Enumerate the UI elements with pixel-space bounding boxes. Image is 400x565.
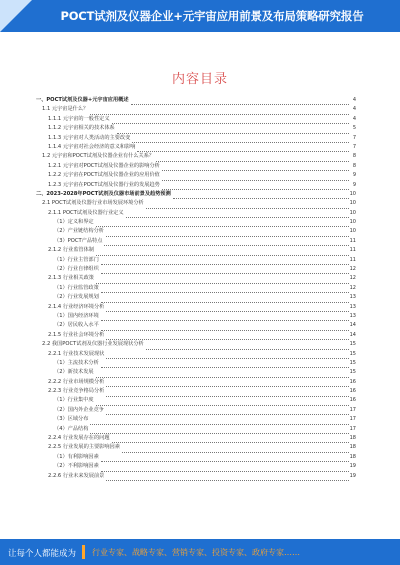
toc-page-number: 13	[349, 294, 356, 301]
toc-entry[interactable]	[36, 190, 356, 199]
toc-entry[interactable]	[36, 359, 356, 368]
toc-leader-dots	[101, 295, 349, 303]
toc-page-number: 14	[349, 322, 356, 329]
toc-leader-dots	[101, 361, 349, 369]
toc-entry-title: 1.1.1 元宇宙的一般性定义	[48, 115, 111, 124]
toc-entry[interactable]	[36, 415, 356, 424]
toc-entry-title: 1.1.3 元宇宙对人类活动的主要改变	[48, 134, 131, 143]
table-of-contents	[36, 96, 356, 481]
toc-page-number: 17	[349, 425, 356, 432]
toc-entry[interactable]	[36, 293, 356, 302]
toc-page-number: 15	[349, 359, 356, 366]
toc-page-number: 10	[349, 190, 356, 197]
toc-page-number: 5	[352, 125, 356, 132]
toc-leader-dots	[156, 154, 349, 162]
toc-entry-title: （2）行业发展规划	[54, 293, 100, 302]
toc-page-number: 4	[352, 96, 356, 103]
toc-entry[interactable]	[36, 331, 356, 340]
toc-page-number: 9	[352, 172, 356, 179]
toc-entry[interactable]	[36, 265, 356, 274]
toc-leader-dots	[104, 239, 348, 247]
toc-entry[interactable]	[36, 246, 356, 255]
toc-leader-dots	[146, 201, 349, 209]
toc-entry-title: 2.1.2 行业监管体制	[48, 246, 95, 255]
toc-leader-dots	[173, 192, 349, 200]
toc-page-number: 18	[349, 435, 356, 442]
toc-leader-dots	[101, 267, 349, 275]
toc-leader-dots	[162, 182, 349, 190]
toc-leader-dots	[131, 98, 349, 106]
toc-page-number: 4	[352, 115, 356, 122]
toc-page-number: 8	[352, 153, 356, 160]
toc-leader-dots	[101, 257, 349, 265]
toc-page-number: 13	[349, 303, 356, 310]
toc-entry[interactable]	[36, 181, 356, 190]
toc-entry[interactable]	[36, 115, 356, 124]
toc-entry-title: （1）行业主管部门	[54, 256, 100, 265]
toc-entry-title: （2）不利影响因素	[54, 462, 100, 471]
toc-page-number: 9	[352, 181, 356, 188]
toc-entry[interactable]	[36, 387, 356, 396]
toc-entry[interactable]	[36, 209, 356, 218]
toc-entry[interactable]	[36, 237, 356, 246]
toc-entry-title: 1.2.2 元宇宙在POCT试剂及仪器企业的应用价值	[48, 171, 161, 180]
toc-entry[interactable]	[36, 227, 356, 236]
toc-entry-title: （1）行业集中度	[54, 396, 95, 405]
toc-page-number: 10	[349, 209, 356, 216]
toc-leader-dots	[106, 229, 349, 237]
toc-leader-dots	[146, 342, 349, 350]
toc-leader-dots	[122, 445, 349, 453]
toc-entry[interactable]	[36, 274, 356, 283]
toc-page-number: 18	[349, 444, 356, 451]
toc-page-number: 17	[349, 416, 356, 423]
toc-leader-dots	[90, 417, 348, 425]
toc-entry-title: （2）产业链结构分析	[54, 227, 105, 236]
toc-page-number: 16	[349, 378, 356, 385]
toc-leader-dots	[106, 380, 348, 388]
footer-separator	[82, 545, 85, 559]
toc-entry-title: （1）主流技术分析	[54, 359, 100, 368]
toc-entry-title: 1.2.1 元宇宙对POCT试剂及仪器企业的影响分析	[48, 162, 161, 171]
toc-entry[interactable]	[36, 171, 356, 180]
toc-leader-dots	[106, 389, 348, 397]
toc-entry[interactable]	[36, 105, 356, 114]
toc-entry-title: 2.1 POCT试剂及仪器行业市场发展环境分析	[42, 199, 145, 208]
toc-entry-title: （1）定义和界定	[54, 218, 95, 227]
toc-entry-title: 2.2 我国POCT试剂及仪器行业发展现状分析	[42, 340, 145, 349]
toc-entry[interactable]	[36, 321, 356, 330]
toc-entry[interactable]	[36, 124, 356, 133]
toc-entry[interactable]	[36, 162, 356, 171]
footer-roles-text: 行业专家、战略专家、营销专家、投资专家、政府专家……	[92, 548, 300, 557]
header-corner-decoration	[0, 0, 32, 32]
toc-entry-title: 1.2 元宇宙和POCT试剂及仪器企业有什么关系？	[42, 152, 155, 161]
toc-leader-dots	[101, 323, 349, 331]
toc-entry-title: （2）国内外企业竞争	[54, 406, 105, 415]
toc-entry-title: 2.2.1 行业技术发展现状	[48, 350, 105, 359]
toc-page-number: 7	[352, 134, 356, 141]
toc-entry[interactable]	[36, 368, 356, 377]
toc-page-number: 15	[349, 341, 356, 348]
toc-entry-title: （2）行业自律组织	[54, 265, 100, 274]
toc-leader-dots	[106, 408, 349, 416]
toc-leader-dots	[137, 145, 349, 153]
toc-page-number: 19	[349, 463, 356, 470]
toc-entry[interactable]	[36, 152, 356, 161]
toc-page-number: 15	[349, 369, 356, 376]
toc-entry[interactable]	[36, 425, 356, 434]
toc-page-number: 12	[349, 275, 356, 282]
toc-leader-dots	[162, 164, 349, 172]
toc-entry-title: 1.1.2 元宇宙相关的技术体系	[48, 124, 116, 133]
toc-heading: 内容目录	[171, 72, 228, 87]
toc-page-number: 10	[349, 200, 356, 207]
toc-entry-title: 2.2.5 行业发展的主要影响因素	[48, 443, 121, 452]
toc-leader-dots	[126, 210, 349, 218]
toc-entry[interactable]	[36, 443, 356, 452]
toc-entry[interactable]	[36, 350, 356, 359]
toc-entry[interactable]	[36, 472, 356, 481]
toc-leader-dots	[101, 455, 349, 463]
toc-entry-title: （1）有利影响因素	[54, 453, 100, 462]
toc-entry-title: 1.1.4 元宇宙对社会经济的意义和影响	[48, 143, 136, 152]
toc-page-number: 13	[349, 312, 356, 319]
toc-leader-dots	[162, 173, 349, 181]
toc-entry[interactable]	[36, 462, 356, 471]
toc-entry[interactable]	[36, 256, 356, 265]
report-title: POCT试剂及仪器企业+元宇宙应用前景及布局策略研究报告	[60, 9, 364, 23]
toc-leader-dots	[96, 370, 349, 378]
toc-page-number: 16	[349, 388, 356, 395]
toc-leader-dots	[112, 117, 349, 125]
toc-page-number: 12	[349, 284, 356, 291]
toc-leader-dots	[90, 426, 348, 434]
toc-page-number: 18	[349, 453, 356, 460]
toc-page-number: 10	[349, 219, 356, 226]
toc-entry[interactable]	[36, 312, 356, 321]
toc-entry[interactable]	[36, 96, 356, 105]
toc-leader-dots	[96, 248, 349, 256]
toc-entry-title: （1）行业监管政策	[54, 284, 100, 293]
report-header-bar	[0, 0, 400, 32]
footer-lead-text: 让每个人都能成为	[8, 549, 77, 559]
toc-leader-dots	[101, 314, 349, 322]
toc-entry-title: （2）新技术发展	[54, 368, 95, 377]
toc-entry[interactable]	[36, 284, 356, 293]
toc-page-number: 12	[349, 266, 356, 273]
toc-leader-dots	[106, 304, 348, 312]
toc-entry-title: 2.1.3 行业相关政策	[48, 274, 95, 283]
toc-entry-title: 2.1.1 POCT试剂及仪器行业定义	[48, 209, 125, 218]
toc-page-number: 16	[349, 397, 356, 404]
toc-entry-title: 2.2.4 行业发展存在的问题	[48, 434, 111, 443]
toc-leader-dots	[106, 473, 348, 481]
toc-page-number: 7	[352, 143, 356, 150]
toc-leader-dots	[106, 351, 348, 359]
toc-entry-title: 2.1.4 行业经济环境分析	[48, 303, 105, 312]
toc-entry[interactable]	[36, 303, 356, 312]
toc-leader-dots	[106, 333, 348, 341]
toc-entry-title: 1.1 元宇宙是什么？	[42, 105, 89, 114]
toc-leader-dots	[96, 276, 349, 284]
toc-entry-title: 二、2023-2028年POCT试剂及仪器市场前景及趋势预测	[36, 190, 172, 199]
toc-leader-dots	[101, 464, 349, 472]
toc-page-number: 4	[352, 106, 356, 113]
toc-entry[interactable]	[36, 397, 356, 406]
toc-entry[interactable]	[36, 143, 356, 152]
toc-leader-dots	[117, 126, 349, 134]
toc-entry-title: 2.2.2 行业市场规模分析	[48, 378, 105, 387]
toc-page-number: 14	[349, 331, 356, 338]
toc-entry-title: （2）居民收入水平	[54, 321, 100, 330]
toc-entry-title: （4）产品结构	[54, 425, 89, 434]
toc-leader-dots	[96, 398, 349, 406]
toc-entry[interactable]	[36, 434, 356, 443]
toc-entry-title: 2.2.6 行业未来发展前景	[48, 472, 105, 481]
toc-page-number: 11	[349, 247, 356, 254]
toc-page-number: 8	[352, 162, 356, 169]
toc-entry[interactable]	[36, 453, 356, 462]
toc-entry[interactable]	[36, 378, 356, 387]
toc-entry-title: 2.2.3 行业竞争格局分析	[48, 387, 105, 396]
toc-leader-dots	[112, 436, 349, 444]
toc-page-number: 15	[349, 350, 356, 357]
toc-leader-dots	[90, 107, 349, 115]
toc-entry-title: 1.2.3 元宇宙在POCT试剂及仪器行业的发展趋势	[48, 181, 161, 190]
footer-bar	[0, 539, 400, 565]
toc-entry-title: 2.1.5 行业社会环境分析	[48, 331, 105, 340]
toc-page-number: 11	[349, 256, 356, 263]
toc-entry-title: （1）国内经济环境	[54, 312, 100, 321]
toc-leader-dots	[132, 135, 349, 143]
toc-entry[interactable]	[36, 199, 356, 208]
toc-leader-dots	[101, 286, 349, 294]
toc-page-number: 11	[349, 237, 356, 244]
toc-entry[interactable]	[36, 134, 356, 143]
toc-entry-title: 一、POCT试剂及仪器+元宇宙应用概述	[36, 96, 130, 105]
toc-entry-title: （3）POCT产品特点	[54, 237, 103, 246]
toc-leader-dots	[96, 220, 349, 228]
toc-entry[interactable]	[36, 406, 356, 415]
toc-page-number: 17	[349, 406, 356, 413]
toc-entry-title: （3）区域分布	[54, 415, 89, 424]
toc-entry[interactable]	[36, 218, 356, 227]
toc-page-number: 10	[349, 228, 356, 235]
toc-page-number: 19	[349, 472, 356, 479]
toc-entry[interactable]	[36, 340, 356, 349]
